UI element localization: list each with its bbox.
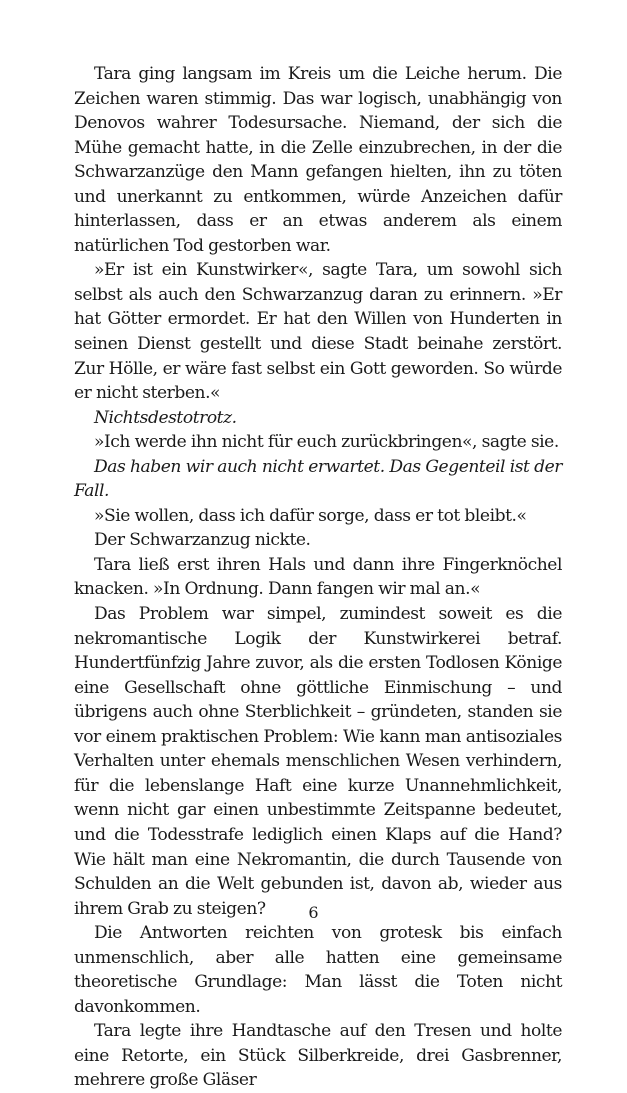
paragraph-1: Tara ging langsam im Kreis um die Leiche herum. Die Zeichen waren stimmig. Das war logisch, unabhängig von Denovos wahrer Todesursache. Niemand, der sich die Mühe gemacht hatte, in die Zelle einzubrechen, in der die Schwarzanzüge den Mann gefangen hielten, ihn zu töten und unerkannt zu entkommen, würde Anzeichen dafür hinterlassen, dass er an etwas anderem als einem natürlichen Tod gestorben war. bbox=[74, 64, 562, 256]
paragraph-8: Tara ließ erst ihren Hals und dann ihre Fingerknöchel knacken. »In Ordnung. Dann fangen wir mal an.« bbox=[74, 554, 562, 600]
paragraph-7: Der Schwarzanzug nickte. bbox=[94, 530, 311, 551]
paragraph-11: Tara legte ihre Handtasche auf den Tresen und holte eine Retorte, ein Stück Silberkreide, drei Gasbrenner, mehrere große Gläser bbox=[74, 1021, 562, 1091]
paragraph-10: Die Antworten reichten von grotesk bis einfach unmenschlich, aber alle hatten eine gemeinsame theoretische Grundlage: Man lässt die Toten nicht davonkommen. bbox=[74, 923, 562, 1017]
paragraph-4: »Ich werde ihn nicht für euch zurückbringen«, sagte sie. bbox=[94, 432, 559, 453]
paragraph-6: »Sie wollen, dass ich dafür sorge, dass er tot bleibt.« bbox=[94, 505, 527, 526]
body-text bbox=[74, 62, 562, 1093]
page-number: 6 bbox=[308, 903, 319, 922]
paragraph-3: Nichtsdestotrotz. bbox=[94, 407, 237, 428]
paragraph-2: »Er ist ein Kunstwirker«, sagte Tara, um sowohl sich selbst als auch den Schwarzanzug daran zu erinnern. »Er hat Götter ermordet. Er hat den Willen von Hunderten in seinen Dienst gestellt und diese Stadt beinahe zerstört. Zur Hölle, er wäre fast selbst ein Gott geworden. So würde er nicht sterben.« bbox=[74, 260, 562, 404]
paragraph-9: Das Problem war simpel, zumindest soweit es die nekromantische Logik der Kunstwirkerei betraf. Hundertfünfzig Jahre zuvor, als die ersten Todlosen Könige eine Gesellschaft ohne göttliche Einmischung – und übrigens auch ohne Sterblichkeit – gründeten, standen sie vor einem praktischen Problem: Wie kann man antisoziales Verhalten unter ehemals menschlichen Wesen verhindern, für die lebenslange Haft eine kurze Unannehmlichkeit, wenn nicht gar einen unbestimmte Zeitspanne bedeutet, und die Todesstrafe lediglich einen Klaps auf die Hand? Wie hält man eine Nekromantin, die durch Tausende von Schulden an die Welt gebunden ist, davon ab, wieder aus ihrem Grab zu steigen? bbox=[74, 604, 562, 919]
paragraph-5: Das haben wir auch nicht erwartet. Das Gegenteil ist der Fall. bbox=[74, 456, 562, 502]
